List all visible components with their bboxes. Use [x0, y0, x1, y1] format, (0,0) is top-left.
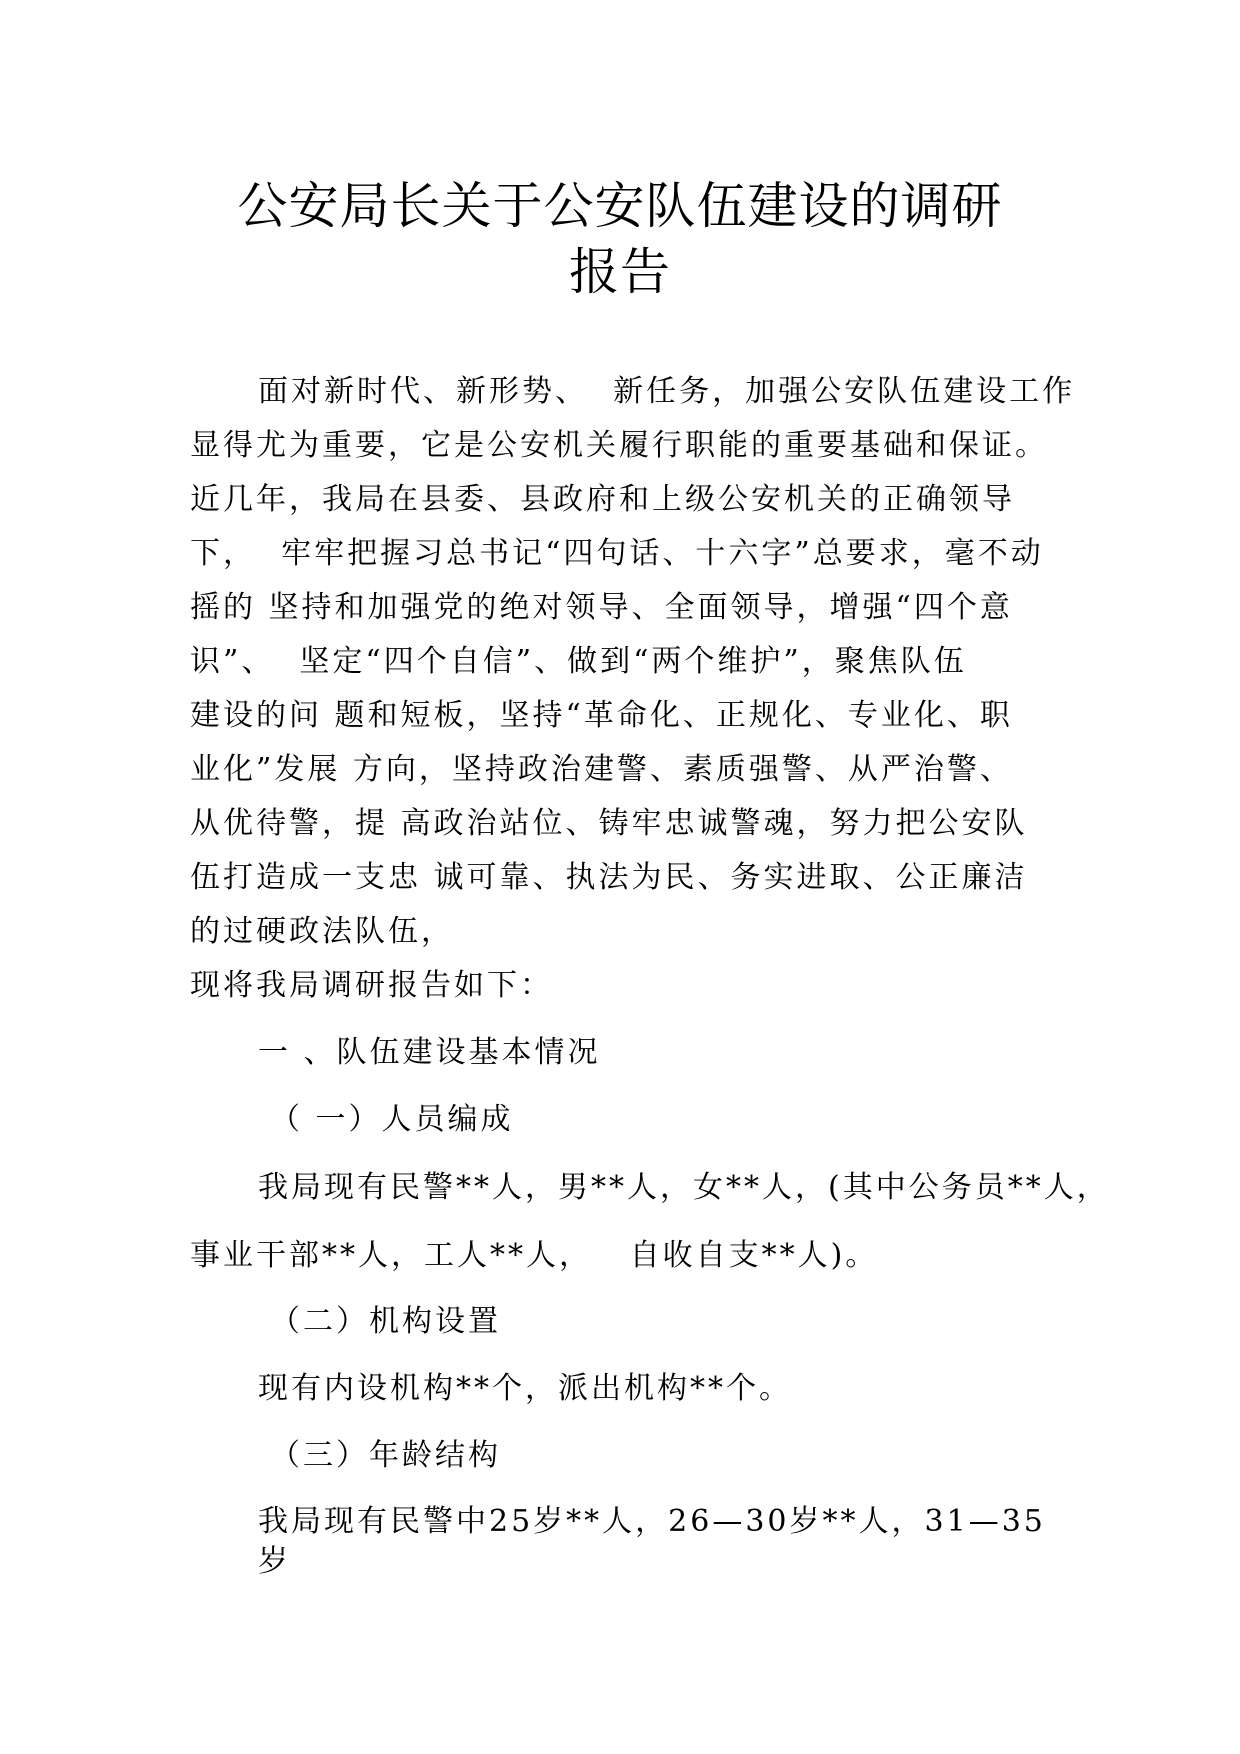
intro-line: 业化”发展 方向，坚持政治建警、素质强警、从严治警、: [190, 752, 1013, 787]
paragraph-line: 事业干部**人，工人**人， 自收自支**人)。: [190, 1238, 879, 1273]
intro-line: 近几年，我局在县委、县政府和上级公安机关的正确领导: [190, 482, 1015, 517]
paragraph-line: 现有内设机构**个，派出机构**个。: [258, 1371, 792, 1406]
paragraph-line: 我局现有民警中25岁**人，26—30岁**人，31—35: [258, 1504, 1046, 1539]
section-heading: 一 、队伍建设基本情况: [258, 1035, 601, 1070]
intro-line: 现将我局调研报告如下：: [190, 968, 553, 1003]
intro-line: 摇的 坚持和加强党的绝对领导、全面领导，增强“四个意: [190, 590, 1013, 625]
document-title-line1: 公安局长关于公安队伍建设的调研: [237, 177, 1003, 235]
subsection-heading: （二）机构设置: [270, 1304, 501, 1339]
intro-line: 识”、 坚定“四个自信”、做到“两个维护”，聚焦队伍: [190, 644, 967, 679]
intro-line: 伍打造成一支忠 诚可靠、执法为民、务实进取、公正廉洁: [190, 860, 1028, 895]
intro-line: 从优待警，提 高政治站位、铸牢忠诚警魂，努力把公安队: [190, 806, 1028, 841]
intro-line: 建设的问 题和短板，坚持“革命化、正规化、专业化、职: [190, 698, 1013, 733]
paragraph-line: 岁: [258, 1544, 291, 1579]
intro-line: 下， 牢牢把握习总书记“四句话、十六字”总要求，毫不动: [190, 536, 1044, 571]
document-title-line2: 报告: [569, 243, 671, 301]
subsection-heading: （ 一）人员编成: [270, 1102, 514, 1137]
subsection-heading: （三）年龄结构: [270, 1438, 501, 1473]
intro-line: 的过硬政法队伍，: [190, 914, 454, 949]
intro-line: 面对新时代、新形势、 新任务，加强公安队伍建设工作: [258, 374, 1076, 409]
paragraph-line: 我局现有民警**人，男**人，女**人，(其中公务员**人，: [258, 1170, 1110, 1205]
intro-line: 显得尤为重要，它是公安机关履行职能的重要基础和保证。: [190, 428, 1048, 463]
